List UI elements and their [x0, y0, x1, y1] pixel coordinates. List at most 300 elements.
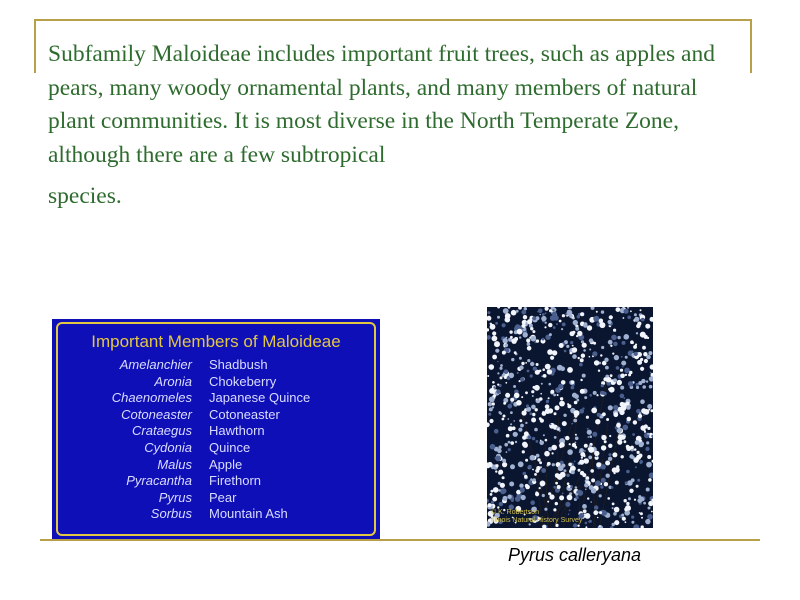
- blossom-dot: [547, 349, 553, 355]
- blossom-dot: [640, 462, 642, 464]
- blossom-dot: [553, 394, 556, 397]
- blossom-dot: [625, 356, 628, 359]
- blossom-dot: [536, 339, 539, 342]
- blossom-dot: [503, 402, 506, 405]
- blossom-dot: [589, 349, 591, 351]
- blossom-dot: [505, 337, 507, 339]
- blossom-dot: [523, 472, 527, 476]
- blossom-dot: [502, 323, 506, 327]
- blossom-dot: [612, 353, 614, 355]
- blossom-dot: [536, 363, 539, 366]
- blossom-dot: [508, 441, 511, 444]
- table-row: [58, 407, 378, 423]
- blossom-dot: [606, 474, 610, 478]
- blossom-dot: [557, 394, 559, 396]
- blossom-dot: [488, 402, 492, 406]
- blossom-dot: [561, 328, 563, 330]
- blossom-dot: [604, 440, 607, 443]
- blossom-dot: [549, 333, 552, 336]
- blossom-dot: [608, 320, 612, 324]
- blossom-dot: [514, 393, 520, 399]
- genus-name: Crataegus: [132, 423, 192, 439]
- blossom-dot: [521, 396, 523, 398]
- blossom-dot: [582, 473, 586, 477]
- blossom-dot: [565, 502, 570, 507]
- blossom-dot: [538, 309, 543, 314]
- table-title: Important Members of Maloideae: [91, 332, 341, 351]
- blossom-dot: [644, 359, 648, 363]
- blossom-dot: [594, 505, 598, 509]
- blossom-dot: [490, 324, 496, 330]
- blossom-dot: [566, 474, 569, 477]
- blossom-dot: [555, 482, 558, 485]
- blossom-dot: [610, 345, 612, 347]
- blossom-dot: [495, 470, 497, 472]
- table-row: [58, 490, 378, 506]
- blossom-dot: [548, 447, 552, 451]
- blossom-dot: [559, 320, 562, 323]
- blossom-dot: [546, 400, 549, 403]
- maloideae-members-table: [52, 319, 380, 540]
- blossom-dot: [602, 412, 606, 416]
- blossom-dot: [536, 399, 538, 401]
- blossom-dot: [591, 478, 595, 482]
- blossom-dot: [635, 344, 637, 346]
- blossom-dot: [582, 504, 587, 509]
- blossom-dot: [642, 346, 646, 350]
- blossom-dot: [527, 370, 530, 373]
- blossom-dot: [599, 511, 602, 514]
- blossom-dot: [622, 341, 626, 345]
- blossom-dot: [545, 404, 550, 409]
- blossom-dot: [567, 367, 573, 373]
- blossom-dot: [571, 380, 575, 384]
- blossom-dot: [543, 434, 545, 436]
- blossom-dot: [647, 433, 649, 435]
- blossom-dot: [629, 489, 633, 493]
- blossom-dot: [580, 358, 584, 362]
- common-name: Cotoneaster: [209, 406, 280, 422]
- blossom-dot: [612, 467, 617, 472]
- blossom-dot: [590, 501, 592, 503]
- blossom-dot: [584, 396, 587, 399]
- blossom-dot: [492, 336, 498, 342]
- blossom-dot: [525, 362, 527, 364]
- blossom-dot: [502, 462, 507, 467]
- blossom-dot: [632, 351, 634, 353]
- blossom-dot: [641, 408, 646, 413]
- blossom-dot: [492, 497, 497, 502]
- blossom-dot: [507, 404, 512, 409]
- common-name: Hawthorn: [209, 423, 265, 439]
- blossom-dot: [505, 393, 510, 398]
- blossom-dot: [593, 342, 596, 345]
- blossom-dot: [640, 309, 642, 311]
- blossom-dot: [581, 354, 585, 358]
- blossom-dot: [575, 327, 579, 331]
- blossom-dot: [553, 326, 556, 329]
- blossom-dot: [590, 469, 594, 473]
- blossom-dot: [600, 485, 603, 488]
- blossom-dot: [490, 444, 496, 450]
- blossom-dot: [607, 497, 610, 500]
- blossom-dot: [586, 416, 589, 419]
- blossom-dot: [495, 464, 498, 467]
- blossom-dot: [560, 366, 565, 371]
- blossom-dot: [640, 332, 646, 338]
- blossom-dot: [627, 417, 632, 422]
- blossom-dot: [601, 310, 604, 313]
- blossom-dot: [558, 384, 563, 389]
- blossom-dot: [631, 521, 634, 524]
- blossom-dot: [577, 331, 582, 336]
- blossom-dot: [574, 410, 580, 416]
- blossom-dot: [608, 340, 613, 345]
- blossom-dot: [568, 485, 571, 488]
- genus-name: Aronia: [154, 373, 192, 389]
- blossom-dot: [552, 350, 557, 355]
- blossom-dot: [540, 393, 542, 395]
- blossom-dot: [537, 458, 540, 461]
- blossom-dot: [608, 388, 611, 391]
- blossom-dot: [526, 404, 529, 407]
- blossom-dot: [649, 385, 653, 389]
- blossom-dot: [506, 434, 510, 438]
- genus-name: Sorbus: [150, 506, 192, 522]
- blossom-dot: [614, 507, 620, 513]
- common-name: Shadbush: [209, 357, 268, 372]
- blossom-dot: [608, 444, 612, 448]
- blossom-dot: [530, 327, 533, 330]
- blossom-dot: [500, 376, 503, 379]
- common-name: Firethorn: [209, 473, 262, 489]
- blossom-dot: [516, 400, 522, 406]
- blossom-dot: [530, 478, 533, 481]
- blossom-dot: [584, 450, 586, 452]
- blossom-dot: [515, 441, 517, 443]
- blossom-dot: [507, 418, 509, 420]
- blossom-dot: [638, 454, 642, 458]
- blossom-dot: [621, 361, 626, 366]
- blossom-dot: [621, 455, 624, 458]
- blossom-dot: [522, 450, 525, 453]
- common-name: Japanese Quince: [209, 390, 311, 406]
- blossom-dot: [502, 351, 506, 355]
- blossom-dot: [522, 410, 527, 415]
- blossom-dot: [613, 378, 617, 382]
- bottom-rule: [40, 539, 760, 541]
- common-name: Pear: [209, 489, 237, 505]
- photo-credit-line1: © K. Robertson: [491, 509, 539, 516]
- blossom-dot: [540, 481, 546, 487]
- blossom-dot: [503, 415, 506, 418]
- blossom-dot: [593, 316, 599, 322]
- blossom-dot: [540, 314, 542, 316]
- blossom-dot: [583, 323, 588, 328]
- blossom-dot: [535, 371, 538, 374]
- blossom-dot: [492, 331, 496, 335]
- blossom-dot: [597, 517, 599, 519]
- blossom-dot: [496, 389, 500, 393]
- blossom-dot: [574, 461, 576, 463]
- blossom-dot: [601, 478, 606, 483]
- blossom-dot: [523, 443, 528, 448]
- blossom-dot: [641, 318, 645, 322]
- paragraph-text: Subfamily Maloideae includes important fruit trees, such as apples and pears, many woody ornamental plants, and many members of natural plant communities. It is most diverse in the North Temperate Zone, although there are a few subtropical: [48, 41, 715, 168]
- blossom-dot: [640, 399, 645, 404]
- blossom-dot: [527, 346, 532, 351]
- blossom-dot: [589, 520, 592, 523]
- blossom-dot: [540, 419, 544, 423]
- blossom-dot: [510, 411, 513, 414]
- blossom-dot: [531, 336, 537, 342]
- blossom-dot: [494, 429, 499, 434]
- blossom-dot: [596, 462, 601, 467]
- blossom-dot: [522, 324, 526, 328]
- genus-name: Chaenomeles: [111, 390, 192, 406]
- blossom-dot: [497, 316, 500, 319]
- blossom-dot: [594, 360, 599, 365]
- blossom-dot: [643, 414, 645, 416]
- blossom-dot: [593, 510, 598, 515]
- blossom-dot: [510, 441, 514, 445]
- blossom-dot: [569, 443, 571, 445]
- blossom-dot: [487, 375, 489, 377]
- blossom-dot: [531, 418, 536, 423]
- blossom-dot: [545, 322, 547, 324]
- blossom-dot: [640, 497, 645, 502]
- blossom-dot: [547, 462, 551, 466]
- blossom-dot: [611, 486, 614, 489]
- blossom-dot: [598, 370, 600, 372]
- table-row: [58, 390, 378, 406]
- blossom-dot: [550, 424, 552, 426]
- blossom-dot: [519, 365, 523, 369]
- blossom-dot: [587, 428, 589, 430]
- blossom-dot: [556, 323, 558, 325]
- blossom-dot: [504, 443, 508, 447]
- blossom-dot: [530, 412, 533, 415]
- blossom-dot: [645, 324, 650, 329]
- blossom-dot: [497, 372, 499, 374]
- blossom-dot: [597, 413, 601, 417]
- blossom-dot: [626, 445, 630, 449]
- blossom-dot: [542, 494, 545, 497]
- blossom-dot: [637, 479, 640, 482]
- blossom-dot: [538, 467, 540, 469]
- blossom-dot: [510, 464, 515, 469]
- blossom-dot: [532, 395, 534, 397]
- blossom-dot: [634, 313, 637, 316]
- blossom-dot: [588, 436, 590, 438]
- blossom-dot: [599, 494, 602, 497]
- blossom-dot: [640, 425, 645, 430]
- blossom-dot: [582, 343, 587, 348]
- blossom-dot: [547, 501, 549, 503]
- blossom-dot: [525, 459, 528, 462]
- blossom-dot: [634, 499, 636, 501]
- blossom-dot: [495, 322, 498, 325]
- blossom-dot: [608, 457, 612, 461]
- blossom-dot: [577, 490, 583, 496]
- blossom-dot: [516, 310, 519, 313]
- blossom-dot: [636, 332, 638, 334]
- blossom-dot: [615, 481, 619, 485]
- blossom-dot: [605, 461, 610, 466]
- blossom-dot: [489, 419, 493, 423]
- blossom-dot: [628, 373, 631, 376]
- blossom-dot: [498, 471, 501, 474]
- blossom-dot: [511, 310, 517, 316]
- blossom-dot: [648, 478, 652, 482]
- blossom-dot: [552, 311, 557, 316]
- blossom-dot: [601, 445, 606, 450]
- blossom-dot: [610, 374, 613, 377]
- blossom-dot: [616, 307, 621, 312]
- blossom-dot: [567, 482, 570, 485]
- blossom-dot: [595, 419, 600, 424]
- blossom-dot: [596, 394, 598, 396]
- blossom-dot: [521, 495, 526, 500]
- blossom-dot: [532, 413, 535, 416]
- blossom-dot: [570, 331, 575, 336]
- genus-name: Cotoneaster: [121, 406, 192, 422]
- blossom-dot: [492, 381, 495, 384]
- blossom-dot: [591, 488, 596, 493]
- blossom-dot: [520, 424, 524, 428]
- table-row: [58, 506, 378, 522]
- blossom-dot: [536, 440, 539, 443]
- blossom-dot: [579, 448, 584, 453]
- blossom-dot: [623, 397, 625, 399]
- blossom-dot: [624, 499, 627, 502]
- blossom-dot: [566, 345, 569, 348]
- blossom-dot: [611, 335, 617, 341]
- blossom-dot: [648, 507, 651, 510]
- blossom-dot: [574, 446, 577, 449]
- common-name: Quince: [209, 440, 251, 455]
- blossom-dot: [527, 359, 530, 362]
- blossom-dot: [567, 495, 573, 501]
- blossom-dot: [603, 392, 607, 396]
- blossom-dot: [495, 456, 501, 462]
- blossom-dot: [523, 332, 528, 337]
- blossom-dot: [588, 456, 592, 460]
- blossom-dot: [511, 338, 517, 344]
- blossom-dot: [612, 503, 615, 506]
- blossom-dot: [632, 433, 635, 436]
- blossom-dot: [491, 501, 494, 504]
- blossom-dot: [584, 444, 588, 448]
- blossom-dot: [493, 386, 495, 388]
- blossom-dot: [640, 358, 643, 361]
- genus-name: Amelanchier: [119, 357, 192, 372]
- blossom-dot: [583, 458, 589, 464]
- blossom-dot: [497, 449, 502, 454]
- blossom-dot: [532, 316, 536, 320]
- blossom-dot: [507, 377, 511, 381]
- blossom-dot: [603, 465, 606, 468]
- blossom-dot: [580, 389, 585, 394]
- blossom-dot: [617, 380, 622, 385]
- blossom-dot: [558, 465, 564, 471]
- table-row: [58, 440, 378, 456]
- blossom-dot: [555, 502, 558, 505]
- blossom-dot: [647, 337, 649, 339]
- blossom-dot: [642, 385, 646, 389]
- blossom-dot: [551, 390, 555, 394]
- blossom-dot: [518, 428, 522, 432]
- common-name: Apple: [209, 456, 243, 472]
- blossom-dot: [578, 357, 580, 359]
- table-row: [58, 473, 378, 489]
- blossom-dot: [614, 355, 619, 360]
- blossom-dot: [531, 405, 536, 410]
- blossom-dot: [583, 509, 587, 513]
- blossom-dot: [626, 470, 630, 474]
- blossom-dot: [609, 435, 611, 437]
- blossom-dot: [648, 351, 652, 355]
- blossom-dot: [563, 414, 566, 417]
- blossom-dot: [579, 409, 584, 414]
- blossom-dot: [630, 446, 634, 450]
- blossom-dot: [646, 441, 649, 444]
- blossom-dot: [612, 452, 617, 457]
- blossom-dot: [645, 447, 649, 451]
- blossom-dot: [521, 362, 524, 365]
- blossom-dot: [532, 437, 535, 440]
- right-corner-rule: [750, 19, 752, 73]
- common-name: Chokeberry: [209, 373, 277, 389]
- blossom-dot: [638, 414, 642, 418]
- blossom-dot: [589, 356, 591, 358]
- blossom-dot: [608, 453, 611, 456]
- blossom-dot: [539, 441, 544, 446]
- blossom-dot: [545, 312, 547, 314]
- blossom-dot: [601, 435, 606, 440]
- blossom-dot: [531, 390, 534, 393]
- blossom-dot: [517, 372, 519, 374]
- blossom-dot: [624, 508, 628, 512]
- blossom-dot: [646, 462, 652, 468]
- blossom-dot: [492, 355, 497, 360]
- blossom-dot: [613, 405, 618, 410]
- blossom-dot: [584, 483, 588, 487]
- blossom-dot: [578, 469, 581, 472]
- blossom-dot: [622, 517, 626, 521]
- blossom-dot: [627, 316, 631, 320]
- blossom-dot: [504, 370, 509, 375]
- blossom-dot: [539, 487, 541, 489]
- blossom-dot: [572, 345, 574, 347]
- blossom-dot: [552, 463, 555, 466]
- blossom-dot: [616, 423, 621, 428]
- blossom-dot: [636, 485, 639, 488]
- blossom-dot: [500, 483, 505, 488]
- blossom-dot: [541, 468, 546, 473]
- blossom-dot: [564, 350, 567, 353]
- blossom-dot: [613, 412, 618, 417]
- blossom-dot: [543, 374, 547, 378]
- blossom-dot: [571, 470, 575, 474]
- blossom-dot: [487, 462, 492, 467]
- blossom-dot: [647, 427, 650, 430]
- blossom-dot: [580, 379, 582, 381]
- blossom-dot: [646, 380, 648, 382]
- blossom-dot: [533, 367, 537, 371]
- blossom-dot: [530, 374, 533, 377]
- blossom-dot: [629, 404, 631, 406]
